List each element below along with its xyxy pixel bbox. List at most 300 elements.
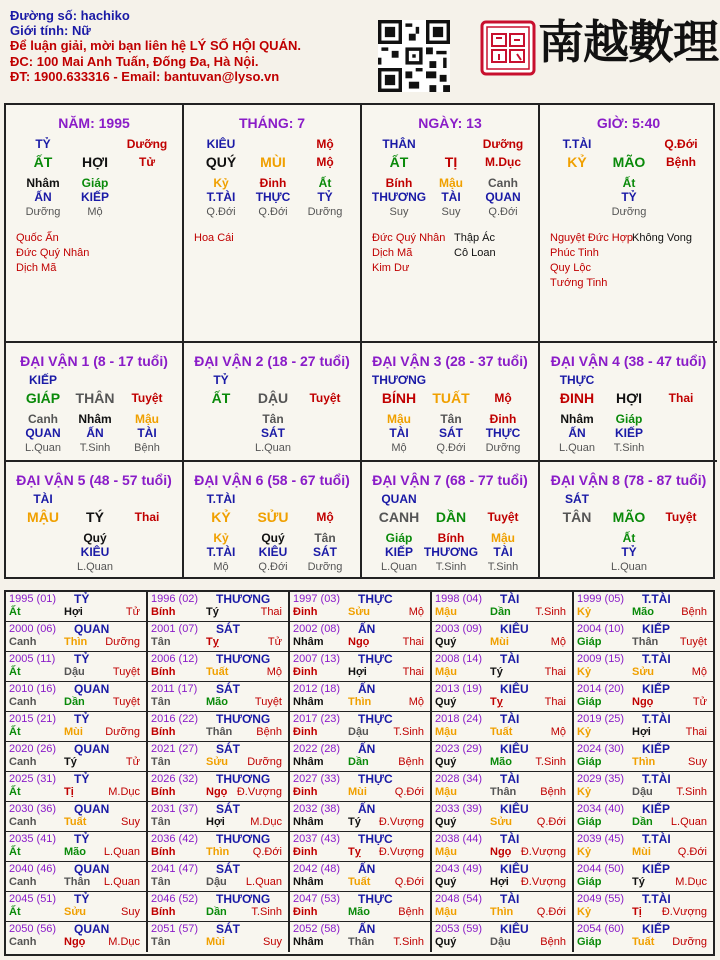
year-can: Giáp	[577, 696, 602, 708]
year-chi: Tý	[348, 816, 361, 828]
hidden-phase-2: T.Sinh	[435, 561, 467, 573]
top-star-1: KIẾP	[28, 373, 57, 387]
top-star-1: THÂN	[382, 137, 416, 151]
year-cell	[290, 622, 432, 652]
year-phase: Bệnh	[540, 936, 566, 948]
year-phase: Đ.Vượng	[661, 906, 707, 918]
year-cell	[290, 862, 432, 892]
year-cell	[6, 622, 148, 652]
year-chi: Tỵ	[348, 846, 361, 858]
year-phase: Đ.Vượng	[378, 816, 424, 828]
hidden-stem-1: Nhâm	[26, 176, 60, 190]
hidden-stem-3: Ất	[318, 176, 332, 190]
year-cell	[6, 742, 148, 772]
year-phase: Suy	[121, 906, 140, 918]
year-can: Mậu	[435, 846, 457, 858]
dai-van-3	[362, 343, 540, 462]
truong-sinh: Thai	[134, 510, 160, 524]
hidden-star-3: TỶ	[317, 190, 333, 204]
year-star: THỰC	[358, 832, 393, 846]
year-can: Đinh	[293, 726, 318, 738]
hidden-star-1: THƯƠNG	[371, 190, 427, 204]
year-label: 2047 (53)	[293, 893, 341, 905]
year-label: 1996 (02)	[151, 593, 199, 605]
dai-van-7	[362, 462, 540, 577]
hidden-phase-3: Dưỡng	[307, 561, 343, 573]
year-star: ẤN	[358, 922, 376, 936]
cell-title: THÁNG: 7	[238, 115, 306, 131]
dia-chi: MÃO	[612, 154, 646, 170]
year-phase: T.Sinh	[393, 936, 424, 948]
hidden-star-1: KIẾP	[384, 545, 413, 559]
year-phase: Thai	[402, 666, 424, 678]
year-can: Ất	[9, 666, 21, 678]
year-star: TÀI	[500, 592, 520, 606]
year-chi: Hợi	[632, 726, 651, 738]
hidden-stem-2: Quý	[83, 531, 107, 545]
hidden-stem-3: Canh	[488, 176, 518, 190]
year-label: 2022 (28)	[293, 743, 341, 755]
year-chi: Hợi	[206, 816, 225, 828]
year-star: TÀI	[500, 772, 520, 786]
year-star: THỰC	[358, 712, 393, 726]
year-phase: Mộ	[408, 606, 424, 618]
year-cell	[432, 802, 574, 832]
hidden-star-3: QUAN	[485, 190, 521, 204]
year-cell	[290, 802, 432, 832]
year-label: 2009 (15)	[577, 653, 625, 665]
year-chi: Ngọ	[206, 786, 228, 798]
year-label: 2004 (10)	[577, 623, 625, 635]
year-phase: Tuyệt	[112, 666, 140, 678]
year-star: QUAN	[74, 862, 110, 876]
year-phase: Tử	[692, 696, 707, 708]
hidden-stem-1: Nhâm	[560, 412, 594, 426]
year-label: 2000 (06)	[9, 623, 57, 635]
year-can: Đinh	[293, 906, 318, 918]
year-star: KIẾP	[642, 682, 671, 696]
year-star: QUAN	[74, 802, 110, 816]
year-phase: T.Sinh	[251, 906, 282, 918]
dai-van-1	[6, 343, 184, 462]
year-cell	[290, 742, 432, 772]
year-phase: M.Dục	[250, 816, 282, 828]
year-chi: Ngọ	[348, 636, 370, 648]
year-phase: Dưỡng	[247, 756, 282, 768]
dia-chi: MÙI	[260, 154, 286, 170]
thien-can: KỶ	[211, 509, 231, 525]
year-star: T.TÀI	[642, 712, 671, 726]
year-cell	[432, 622, 574, 652]
year-phase: Q.Đới	[536, 906, 566, 918]
year-cell	[6, 832, 148, 862]
dai-van-2	[184, 343, 362, 462]
than-sat-star: Dịch Mã	[16, 262, 57, 274]
year-cell	[574, 832, 713, 862]
year-phase: Suy	[121, 816, 140, 828]
hidden-phase-1: Suy	[389, 206, 409, 218]
hidden-star-3: TÀI	[493, 545, 513, 559]
hidden-phase-2: Suy	[441, 206, 461, 218]
year-can: Tân	[151, 756, 171, 768]
year-phase: Dưỡng	[105, 726, 140, 738]
year-phase: L.Quan	[103, 846, 140, 858]
hidden-star-3: TÀI	[137, 426, 157, 440]
year-chi: Dần	[490, 606, 511, 618]
year-label: 2041 (47)	[151, 863, 199, 875]
year-chi: Tý	[490, 666, 503, 678]
year-cell	[574, 592, 713, 622]
year-cell	[148, 892, 290, 922]
address-line: ĐC: 100 Mai Anh Tuấn, Đống Đa, Hà Nội.	[10, 53, 259, 69]
year-can: Ất	[9, 846, 21, 858]
thien-can: MẬU	[27, 509, 59, 525]
year-label: 2007 (13)	[293, 653, 341, 665]
year-phase: Đ.Vượng	[520, 876, 566, 888]
year-phase: Suy	[688, 756, 707, 768]
year-label: 2034 (40)	[577, 803, 625, 815]
year-cell	[432, 922, 574, 952]
year-cell	[432, 742, 574, 772]
year-can: Kỷ	[577, 846, 592, 858]
hidden-phase-3: Q.Đới	[488, 206, 518, 218]
year-can: Ất	[9, 606, 21, 618]
top-star-1: T.TÀI	[562, 137, 592, 151]
year-star: KIẾP	[642, 922, 671, 936]
year-label: 2051 (57)	[151, 923, 199, 935]
year-chi: Mùi	[632, 846, 651, 858]
year-label: 1995 (01)	[9, 593, 57, 605]
year-label: 1997 (03)	[293, 593, 341, 605]
hidden-stem-2: Quý	[261, 531, 285, 545]
than-sat-star: Quy Lộc	[550, 262, 591, 274]
top-star-1: TỶ	[35, 137, 51, 151]
year-can: Mậu	[435, 786, 457, 798]
year-star: SÁT	[216, 622, 240, 636]
year-phase: Tử	[267, 636, 282, 648]
year-chi: Thân	[632, 636, 659, 648]
hidden-star-2: KIÊU	[258, 545, 288, 559]
year-can: Quý	[435, 636, 457, 648]
year-label: 2013 (19)	[435, 683, 483, 695]
year-star: KIÊU	[500, 922, 529, 936]
dia-chi: TUẤT	[432, 390, 470, 406]
year-can: Canh	[9, 636, 37, 648]
thien-can: ẤT	[211, 390, 231, 406]
hidden-stem-1: Canh	[28, 412, 58, 426]
year-label: 2036 (42)	[151, 833, 199, 845]
year-can: Nhâm	[293, 936, 324, 948]
year-can: Giáp	[577, 816, 602, 828]
hidden-stem-1: Bính	[385, 176, 413, 190]
year-can: Mậu	[435, 606, 457, 618]
gioi-tinh: Giới tính: Nữ	[10, 23, 91, 39]
year-phase: Bệnh	[256, 726, 282, 738]
header-info	[10, 8, 390, 84]
phone-email-line: ĐT: 1900.633316 - Email: bantuvan@lyso.vn	[10, 68, 280, 84]
year-cell	[432, 832, 574, 862]
year-star: THỰC	[358, 892, 393, 906]
year-chi: Tỵ	[206, 636, 219, 648]
top-star-1: SÁT	[565, 492, 589, 506]
hidden-phase-2: L.Quan	[610, 561, 648, 573]
year-can: Quý	[435, 816, 457, 828]
contact-line: Để luận giải, mời bạn liên hệ LÝ SỐ HỘI QUÁN.	[10, 38, 301, 54]
year-phase: Q.Đới	[394, 786, 424, 798]
dia-chi: MÃO	[612, 509, 646, 525]
top-star-1: T.TÀI	[206, 492, 236, 506]
year-star: KIÊU	[500, 862, 529, 876]
year-label: 2014 (20)	[577, 683, 625, 695]
cell-title: ĐẠI VẬN 1 (8 - 17 tuổi)	[20, 353, 168, 369]
year-can: Nhâm	[293, 636, 324, 648]
year-cell	[574, 712, 713, 742]
year-label: 2011 (17)	[151, 683, 198, 695]
thien-can: QUÝ	[205, 154, 237, 170]
year-chi: Dậu	[490, 936, 511, 948]
year-star: THƯƠNG	[216, 832, 271, 846]
year-can: Canh	[9, 816, 37, 828]
year-can: Mậu	[435, 666, 457, 678]
year-cell	[432, 712, 574, 742]
year-star: T.TÀI	[642, 772, 671, 786]
than-sat-star-bad: Thập Ác	[454, 232, 495, 244]
year-phase: T.Sinh	[535, 756, 566, 768]
hidden-star-2: TỶ	[621, 190, 637, 204]
year-star: ẤN	[358, 742, 376, 756]
year-phase: Bệnh	[540, 786, 566, 798]
top-star-3: Dưỡng	[482, 137, 524, 151]
year-can: Kỷ	[577, 726, 592, 738]
year-label: 2012 (18)	[293, 683, 341, 695]
than-sat-star: Phúc Tinh	[550, 247, 599, 259]
year-can: Ất	[9, 726, 21, 738]
year-star: KIẾP	[642, 622, 671, 636]
year-cell	[148, 922, 290, 952]
than-sat-star: Kim Dư	[372, 262, 410, 274]
year-can: Kỷ	[577, 666, 592, 678]
year-chi: Dậu	[348, 726, 369, 738]
year-phase: Bệnh	[398, 906, 424, 918]
hidden-star-2: THỰC	[255, 190, 291, 204]
year-label: 2029 (35)	[577, 773, 625, 785]
hidden-stem-2: Giáp	[81, 176, 109, 190]
hidden-star-1: ẤN	[34, 190, 52, 204]
hidden-phase-2: Mộ	[87, 206, 103, 218]
year-phase: M.Dục	[108, 936, 140, 948]
hidden-phase-1: L.Quan	[558, 442, 596, 454]
year-label: 2049 (55)	[577, 893, 625, 905]
year-label: 2003 (09)	[435, 623, 483, 635]
year-cell	[574, 862, 713, 892]
truong-sinh: Tử	[138, 155, 156, 169]
year-label: 2023 (29)	[435, 743, 483, 755]
year-cell	[6, 922, 148, 952]
hidden-phase-1: Mộ	[391, 442, 407, 454]
hidden-phase-2: Q.Đới	[258, 561, 288, 573]
year-phase: M.Dục	[108, 786, 140, 798]
year-star: KIÊU	[500, 622, 529, 636]
year-phase: L.Quan	[103, 876, 140, 888]
hidden-stem-1: Giáp	[385, 531, 413, 545]
year-cell	[290, 712, 432, 742]
year-can: Đinh	[293, 666, 318, 678]
year-label: 2015 (21)	[9, 713, 57, 725]
pillar-month	[184, 105, 362, 343]
truong-sinh: Tuyệt	[309, 391, 341, 405]
year-cell	[6, 892, 148, 922]
year-cell	[6, 682, 148, 712]
year-cell	[290, 772, 432, 802]
truong-sinh: Mộ	[316, 510, 334, 524]
year-can: Giáp	[577, 636, 602, 648]
cell-title: NĂM: 1995	[58, 115, 130, 131]
year-chi: Mùi	[206, 936, 225, 948]
year-can: Tân	[151, 876, 171, 888]
pillar-day	[362, 105, 540, 343]
hidden-phase-1: Q.Đới	[206, 206, 236, 218]
year-phase: Q.Đới	[252, 846, 282, 858]
thien-can: CANH	[378, 509, 420, 525]
year-label: 2052 (58)	[293, 923, 341, 935]
year-cell	[290, 922, 432, 952]
year-phase: Thai	[260, 606, 282, 618]
year-star: KIÊU	[500, 682, 529, 696]
year-chi: Thân	[206, 726, 233, 738]
year-can: Quý	[435, 936, 457, 948]
year-cell	[290, 892, 432, 922]
year-star: THƯƠNG	[216, 712, 271, 726]
truong-sinh: Mộ	[316, 155, 334, 169]
year-chi: Dần	[206, 906, 227, 918]
year-cell	[148, 862, 290, 892]
truong-sinh: Tuyệt	[131, 391, 163, 405]
year-star: THỰC	[358, 652, 393, 666]
year-star: SÁT	[216, 682, 240, 696]
year-label: 2025 (31)	[9, 773, 57, 785]
year-label: 2053 (59)	[435, 923, 483, 935]
hidden-phase-1: L.Quan	[380, 561, 418, 573]
hidden-star-2: THƯƠNG	[423, 545, 479, 559]
year-phase: T.Sinh	[393, 726, 424, 738]
year-cell	[574, 772, 713, 802]
year-label: 2005 (11)	[9, 653, 56, 665]
year-star: TỶ	[74, 892, 90, 906]
than-sat-star: Đức Quý Nhân	[372, 232, 446, 244]
year-label: 2038 (44)	[435, 833, 483, 845]
year-chi: Hợi	[348, 666, 367, 678]
truong-sinh: M.Dục	[485, 155, 521, 169]
top-star-3: Q.Đới	[664, 137, 698, 151]
year-star: SÁT	[216, 922, 240, 936]
year-label: 2019 (25)	[577, 713, 625, 725]
year-label: 2040 (46)	[9, 863, 57, 875]
year-label: 2033 (39)	[435, 803, 483, 815]
year-chi: Thân	[490, 786, 517, 798]
hidden-phase-2: L.Quan	[76, 561, 114, 573]
year-chi: Tuất	[348, 876, 371, 888]
year-label: 2027 (33)	[293, 773, 341, 785]
dia-chi: DẬU	[257, 390, 289, 406]
year-star: TÀI	[500, 832, 520, 846]
year-label: 1999 (05)	[577, 593, 625, 605]
year-label: 2050 (56)	[9, 923, 57, 935]
year-cell	[574, 892, 713, 922]
year-chi: Tý	[64, 756, 77, 768]
year-star: ẤN	[358, 682, 376, 696]
year-phase: Q.Đới	[677, 846, 707, 858]
year-can: Tân	[151, 936, 171, 948]
year-cell	[148, 652, 290, 682]
year-label: 2037 (43)	[293, 833, 341, 845]
hidden-stem-2: Mậu	[439, 176, 463, 190]
year-star: QUAN	[74, 922, 110, 936]
than-sat-star: Dịch Mã	[372, 247, 413, 259]
year-star: T.TÀI	[642, 832, 671, 846]
year-cell	[148, 772, 290, 802]
year-cell	[148, 802, 290, 832]
than-sat-star: Đức Quý Nhân	[16, 247, 90, 259]
year-can: Canh	[9, 936, 37, 948]
year-can: Bính	[151, 606, 176, 618]
year-can: Đinh	[293, 786, 318, 798]
year-label: 2030 (36)	[9, 803, 57, 815]
year-cell	[574, 622, 713, 652]
top-star-3: Mộ	[316, 137, 334, 151]
year-label: 1998 (04)	[435, 593, 483, 605]
year-chi: Mão	[490, 756, 512, 768]
thien-can: GIÁP	[25, 390, 61, 406]
pillars-grid	[4, 103, 715, 579]
top-star-1: KIÊU	[206, 137, 236, 151]
hidden-phase-3: Bệnh	[134, 442, 160, 454]
year-star: QUAN	[74, 682, 110, 696]
year-chi: Mùi	[348, 786, 367, 798]
year-chi: Hợi	[490, 876, 509, 888]
year-star: THƯƠNG	[216, 592, 271, 606]
year-chi: Hợi	[64, 606, 83, 618]
year-cell	[148, 622, 290, 652]
year-phase: Mộ	[550, 726, 566, 738]
year-chi: Tý	[206, 606, 219, 618]
hidden-stem-2: Đinh	[259, 176, 287, 190]
year-can: Bính	[151, 846, 176, 858]
year-star: QUAN	[74, 622, 110, 636]
hidden-star-2: TỶ	[621, 545, 637, 559]
hidden-star-2: KIẾP	[80, 190, 109, 204]
year-label: 2043 (49)	[435, 863, 483, 875]
qr-code-icon	[378, 20, 450, 92]
hidden-star-1: ẤN	[568, 426, 586, 440]
year-chi: Ngọ	[64, 936, 86, 948]
year-cell	[6, 592, 148, 622]
year-chi: Sửu	[632, 666, 655, 678]
hidden-stem-3: Đinh	[489, 412, 517, 426]
year-phase: Thai	[685, 726, 707, 738]
year-can: Đinh	[293, 846, 318, 858]
cell-title: GIỜ: 5:40	[596, 115, 661, 131]
year-chi: Sửu	[206, 756, 229, 768]
year-cell	[6, 862, 148, 892]
truong-sinh: Bệnh	[666, 155, 696, 169]
year-can: Đinh	[293, 606, 318, 618]
year-can: Bính	[151, 726, 176, 738]
year-can: Giáp	[577, 936, 602, 948]
year-label: 2021 (27)	[151, 743, 199, 755]
year-can: Quý	[435, 756, 457, 768]
year-phase: Suy	[263, 936, 282, 948]
seal-stamp-icon	[480, 20, 536, 76]
